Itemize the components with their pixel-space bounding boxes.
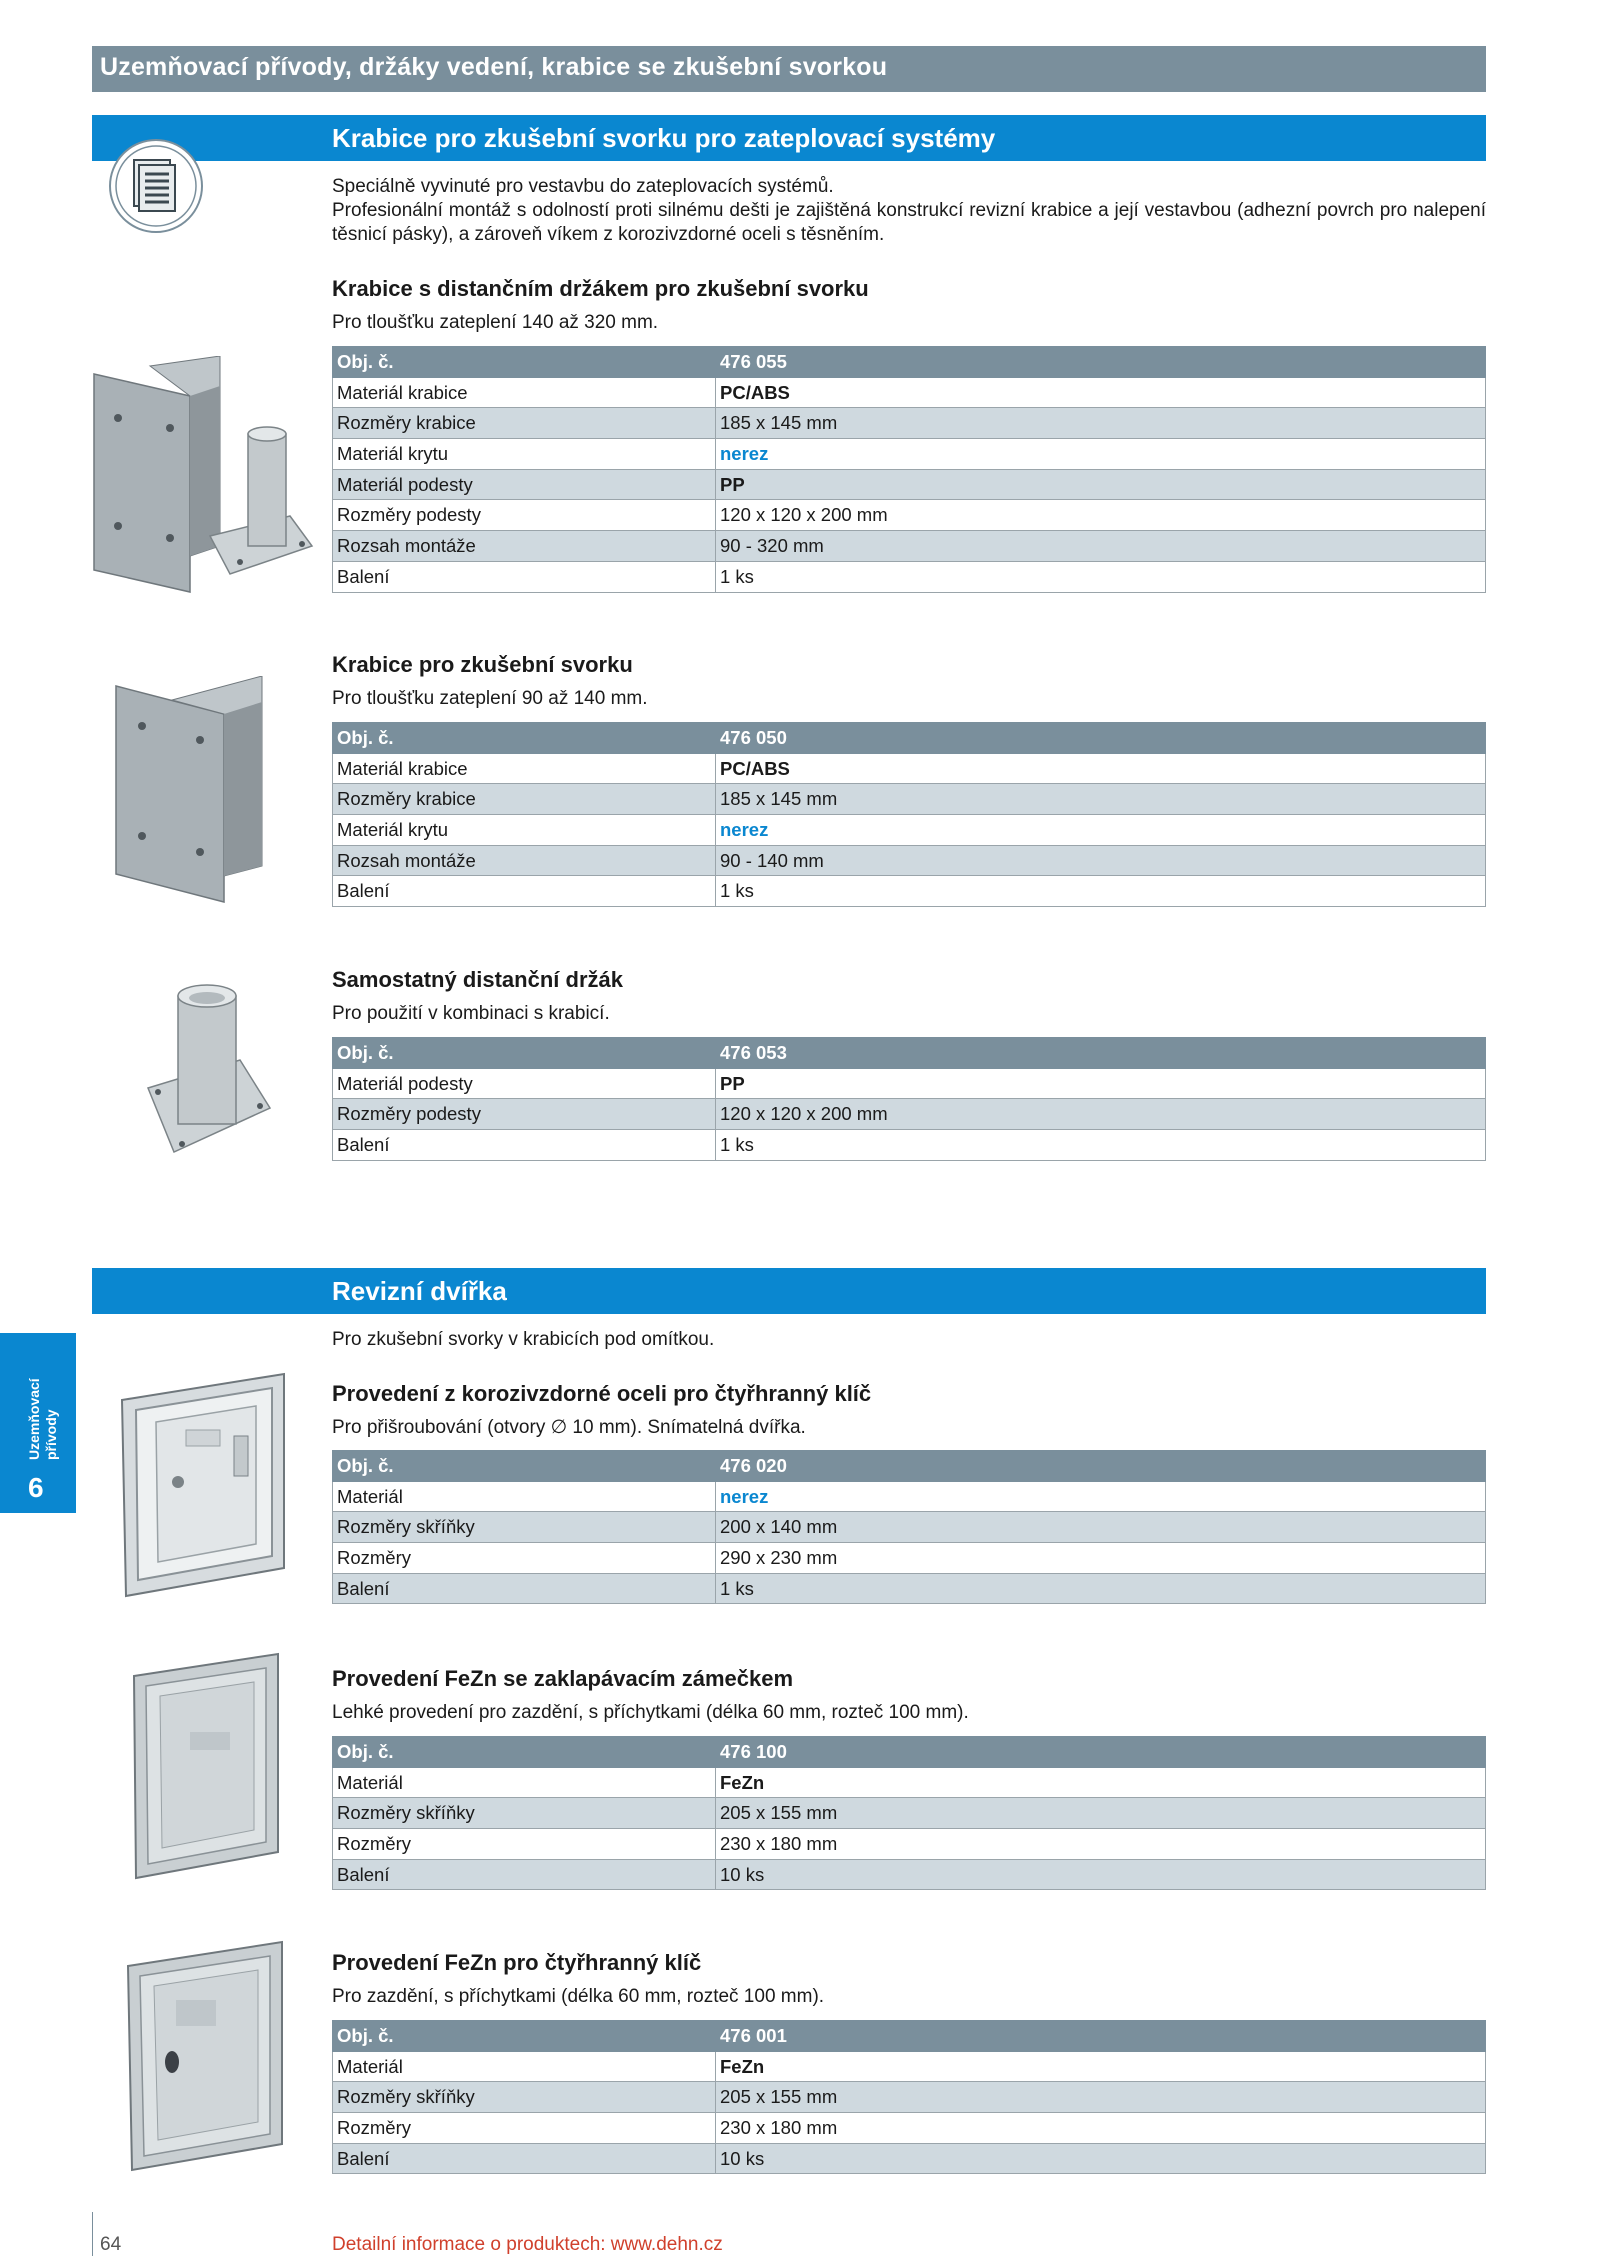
spec-value: FeZn [716,2051,1486,2082]
chapter-title: Uzemňovací přívody, držáky vedení, krabice se zkušební svorkou [100,53,888,81]
spec-value: 10 ks [716,2143,1486,2174]
spec-label: Rozměry skříňky [333,1512,716,1543]
product-subtitle: Pro zazdění, s příchytkami (délka 60 mm, rozteč 100 mm). [332,1986,825,2007]
spec-label: Balení [333,1573,716,1604]
table-row [333,1068,1486,1099]
spec-label: Rozměry skříňky [333,2082,716,2113]
document-icon [108,138,204,234]
table-row [333,845,1486,876]
spec-label: Materiál [333,1481,716,1512]
table-row [333,1130,1486,1161]
product-subtitle: Pro použití v kombinaci s krabicí. [332,1003,610,1024]
product-image-stainless-door [116,1370,290,1600]
spec-label: Materiál [333,2051,716,2082]
spec-label: Rozměry [333,1829,716,1860]
intro-line: těsnicí pásky), a zároveň víkem z korozivzdorné oceli s těsněním. [332,224,885,245]
table-row [333,2143,1486,2174]
product-title: Krabice pro zkušební svorku [332,652,633,677]
table-row [333,1798,1486,1829]
spec-value: 200 x 140 mm [716,1512,1486,1543]
table-row [333,531,1486,562]
product-image-box-with-holder [90,356,320,596]
section-title: Krabice pro zkušební svorku pro zateplovací systémy [332,123,996,153]
spec-label: Materiál krabice [333,377,716,408]
table-row [333,1767,1486,1798]
spec-value: 1 ks [716,1573,1486,1604]
product-title: Krabice s distančním držákem pro zkušební svorku [332,276,869,301]
product-subtitle: Pro tloušťku zateplení 90 až 140 mm. [332,688,648,709]
product-subtitle: Pro tloušťku zateplení 140 až 320 mm. [332,312,659,333]
table-row [333,439,1486,470]
table-row [333,1512,1486,1543]
spec-label: Balení [333,2143,716,2174]
spec-label: Rozměry podesty [333,1099,716,1130]
table-row [333,561,1486,592]
product-subtitle: Pro přišroubování (otvory ∅ 10 mm). Snímatelná dvířka. [332,1417,806,1438]
spec-value: PP [716,1068,1486,1099]
spec-label: Rozsah montáže [333,531,716,562]
table-header-row [333,347,1486,378]
product-image-spacer-holder [144,980,274,1160]
spec-value: 290 x 230 mm [716,1543,1486,1574]
table-row [333,408,1486,439]
spec-value: 230 x 180 mm [716,1829,1486,1860]
spec-table [332,346,1486,593]
table-row [333,2051,1486,2082]
section-header-bar [92,1268,1486,1314]
spec-label: Rozměry podesty [333,500,716,531]
spec-label: Materiál podesty [333,1068,716,1099]
spec-label: Rozměry [333,2113,716,2144]
table-header-row [333,1451,1486,1482]
section-title: Revizní dvířka [332,1276,507,1306]
spec-label: Obj. č. [333,1737,716,1768]
intro-line: Speciálně vyvinuté pro vestavbu do zateplovacích systémů. [332,176,834,197]
spec-value: 1 ks [716,1130,1486,1161]
spec-label: Materiál krytu [333,815,716,846]
table-row [333,1573,1486,1604]
spec-value: nerez [716,815,1486,846]
footer-link[interactable]: Detailní informace o produktech: www.dehn.cz [332,2234,723,2255]
spec-table [332,722,1486,907]
order-number: 476 053 [716,1038,1486,1069]
spec-label: Obj. č. [333,1038,716,1069]
order-number: 476 100 [716,1737,1486,1768]
spec-value: 10 ks [716,1859,1486,1890]
spec-label: Obj. č. [333,723,716,754]
order-number: 476 055 [716,347,1486,378]
table-row [333,469,1486,500]
side-tab-line: přívody [43,1409,59,1460]
product-title: Samostatný distanční držák [332,967,623,992]
table-row [333,1099,1486,1130]
spec-value: 185 x 145 mm [716,784,1486,815]
spec-value: 205 x 155 mm [716,2082,1486,2113]
spec-label: Rozměry krabice [333,784,716,815]
table-row [333,500,1486,531]
order-number: 476 050 [716,723,1486,754]
spec-table [332,2020,1486,2174]
spec-label: Materiál [333,1767,716,1798]
table-row [333,2113,1486,2144]
spec-label: Rozsah montáže [333,845,716,876]
spec-label: Materiál podesty [333,469,716,500]
spec-value: PP [716,469,1486,500]
product-title: Provedení FeZn pro čtyřhranný klíč [332,1950,702,1975]
spec-value: FeZn [716,1767,1486,1798]
spec-table [332,1037,1486,1161]
spec-value: 90 - 140 mm [716,845,1486,876]
table-row [333,784,1486,815]
footer-divider [92,2212,93,2256]
page-number: 64 [100,2234,122,2255]
spec-label: Rozměry krabice [333,408,716,439]
spec-table [332,1450,1486,1604]
product-title: Provedení FeZn se zaklapávacím zámečkem [332,1666,794,1691]
product-image-fezn-key-door [124,1940,288,2172]
spec-value: 120 x 120 x 200 mm [716,500,1486,531]
spec-value: PC/ABS [716,377,1486,408]
spec-label: Obj. č. [333,347,716,378]
spec-label: Balení [333,876,716,907]
spec-value: 1 ks [716,561,1486,592]
chapter-number: 6 [28,1472,44,1503]
order-number: 476 020 [716,1451,1486,1482]
product-subtitle: Lehké provedení pro zazdění, s příchytkami (délka 60 mm, rozteč 100 mm). [332,1702,969,1723]
spec-label: Rozměry skříňky [333,1798,716,1829]
product-title: Provedení z korozivzdorné oceli pro čtyřhranný klíč [332,1381,872,1406]
table-row [333,377,1486,408]
spec-table [332,1736,1486,1890]
spec-label: Materiál krabice [333,753,716,784]
table-row [333,1829,1486,1860]
spec-value: 1 ks [716,876,1486,907]
spec-label: Materiál krytu [333,439,716,470]
spec-value: nerez [716,1481,1486,1512]
table-row [333,1543,1486,1574]
table-row [333,753,1486,784]
spec-value: 205 x 155 mm [716,1798,1486,1829]
table-row [333,1859,1486,1890]
table-header-row [333,1038,1486,1069]
section-intro: Pro zkušební svorky v krabicích pod omítkou. [332,1329,715,1350]
spec-value: nerez [716,439,1486,470]
spec-value: 120 x 120 x 200 mm [716,1099,1486,1130]
spec-label: Balení [333,1859,716,1890]
spec-label: Rozměry [333,1543,716,1574]
table-header-row [333,1737,1486,1768]
order-number: 476 001 [716,2021,1486,2052]
table-header-row [333,723,1486,754]
table-header-row [333,2021,1486,2052]
spec-value: 90 - 320 mm [716,531,1486,562]
spec-value: 230 x 180 mm [716,2113,1486,2144]
side-tab-label [26,1378,60,1460]
table-row [333,1481,1486,1512]
intro-line: Profesionální montáž s odolností proti silnému dešti je zajištěná konstrukcí revizní krabice a její vestavbou (adhezní povrch pro nalepení [332,200,1486,221]
spec-label: Balení [333,561,716,592]
spec-value: PC/ABS [716,753,1486,784]
table-row [333,876,1486,907]
table-row [333,2082,1486,2113]
product-image-fezn-latch-door [130,1652,282,1880]
spec-label: Obj. č. [333,1451,716,1482]
spec-label: Balení [333,1130,716,1161]
spec-label: Obj. č. [333,2021,716,2052]
spec-value: 185 x 145 mm [716,408,1486,439]
product-image-test-box [112,676,292,906]
table-row [333,815,1486,846]
side-tab-line: Uzemňovací [26,1378,42,1460]
